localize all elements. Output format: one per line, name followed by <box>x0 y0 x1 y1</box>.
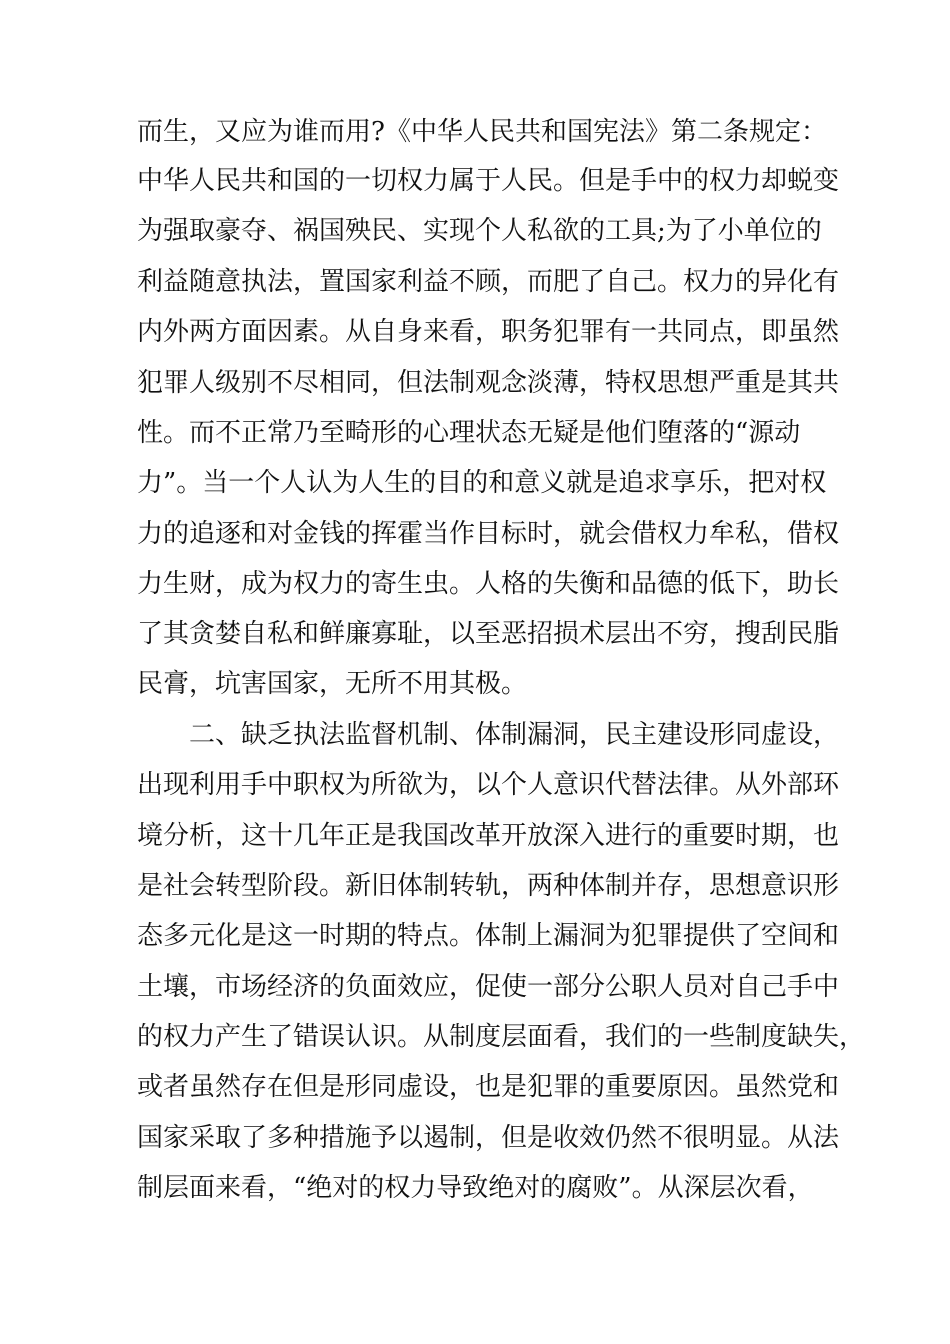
text-line: 出现利用手中职权为所欲为，以个人意识代替法律。从外部环 <box>137 770 840 800</box>
paragraph-first-line: 二、缺乏执法监督机制、体制漏洞，民主建设形同虚设， <box>189 720 840 750</box>
text-line: 力的追逐和对金钱的挥霍当作目标时，就会借权力牟私，借权 <box>137 519 840 549</box>
text-line: 态多元化是这一时期的特点。体制上漏洞为犯罪提供了空间和 <box>137 921 840 951</box>
text-line: 土壤，市场经济的负面效应，促使一部分公职人员对自己手中 <box>137 972 840 1002</box>
text-line: 制层面来看，“绝对的权力导致绝对的腐败”。从深层次看， <box>137 1173 814 1203</box>
text-line: 力”。当一个人认为人生的目的和意义就是追求享乐，把对权 <box>137 468 827 498</box>
text-line: 国家采取了多种措施予以遏制，但是收效仍然不很明显。从法 <box>137 1123 840 1153</box>
text-line: 性。而不正常乃至畸形的心理状态无疑是他们堕落的“源动 <box>137 418 801 448</box>
text-line: 境分析，这十几年正是我国改革开放深入进行的重要时期，也 <box>137 821 840 851</box>
text-line: 为强取豪夺、祸国殃民、实现个人私欲的工具;为了小单位的 <box>137 216 822 246</box>
text-line: 了其贪婪自私和鲜廉寡耻，以至恶招损术层出不穷，搜刮民脂 <box>137 619 840 649</box>
text-line: 而生，又应为谁而用?《中华人民共和国宪法》第二条规定： <box>137 117 827 147</box>
text-line: 犯罪人级别不尽相同，但法制观念淡薄，特权思想严重是其共 <box>137 368 840 398</box>
text-line: 民膏，坑害国家，无所不用其极。 <box>137 669 528 699</box>
text-line: 力生财，成为权力的寄生虫。人格的失衡和品德的低下，助长 <box>137 569 840 599</box>
text-line: 是社会转型阶段。新旧体制转轨，两种体制并存，思想意识形 <box>137 871 840 901</box>
text-line: 的权力产生了错误认识。从制度层面看，我们的一些制度缺失， <box>137 1022 866 1052</box>
text-line: 或者虽然存在但是形同虚设，也是犯罪的重要原因。虽然党和 <box>137 1072 840 1102</box>
text-line: 中华人民共和国的一切权力属于人民。但是手中的权力却蜕变 <box>137 166 840 196</box>
text-line: 内外两方面因素。从自身来看，职务犯罪有一共同点，即虽然 <box>137 317 840 347</box>
text-line: 利益随意执法，置国家利益不顾，而肥了自己。权力的异化有 <box>137 267 840 297</box>
